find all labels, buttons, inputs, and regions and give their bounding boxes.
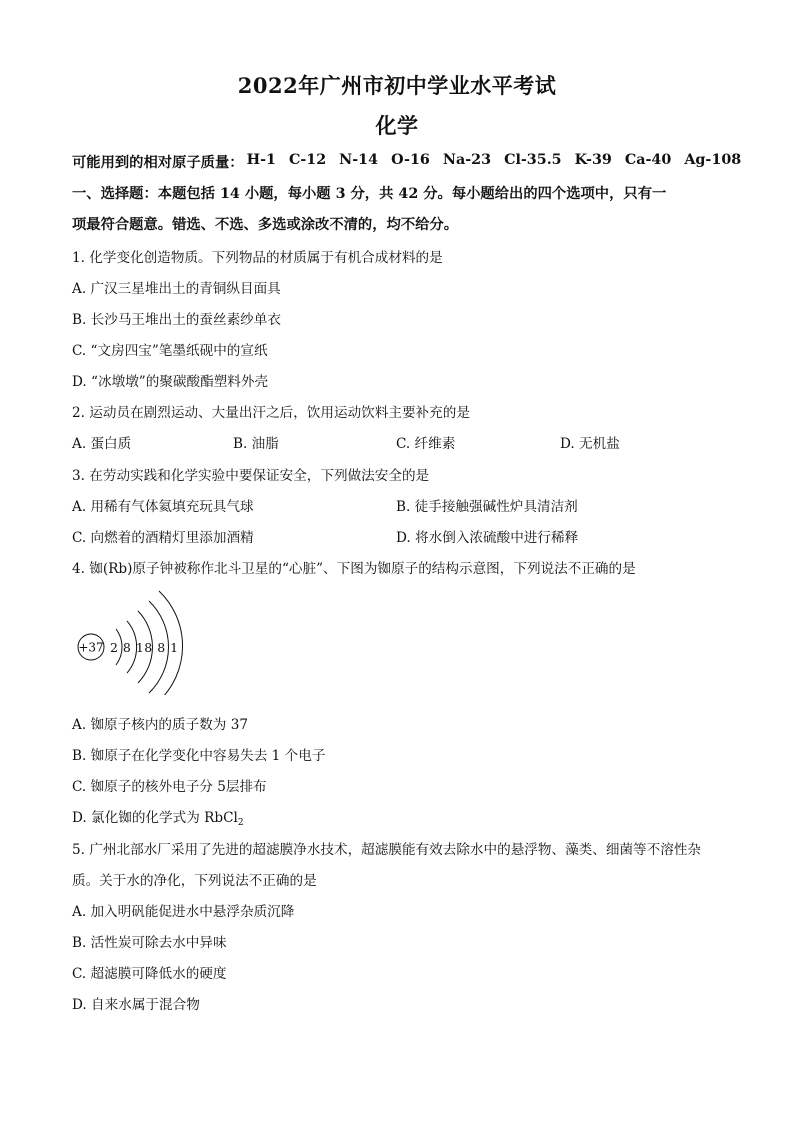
q2-option-c: C. 纤维素	[396, 436, 456, 452]
q4-option-d-subscript: 2	[237, 818, 244, 828]
rubidium-atom-structure-diagram	[72, 585, 192, 695]
q1-stem: 1. 化学变化创造物质。下列物品的材质属于有机合成材料的是	[72, 250, 443, 266]
q4-option-d	[72, 806, 244, 828]
atomic-mass-item: N-14	[339, 152, 379, 168]
atomic-mass-item: H-1	[246, 152, 276, 168]
q5-stem-line1: 5. 广州北部水厂采用了先进的超滤膜净水技术，超滤膜能有效去除水中的悬浮物、藻类、细菌等不溶性杂	[72, 842, 702, 858]
electron-shell-counts: 2 8 18 8 1	[110, 640, 179, 655]
atomic-mass-item: K-39	[574, 152, 612, 168]
atomic-mass-item: Ca-40	[624, 152, 672, 168]
q4-option-b: B. 铷原子在化学变化中容易失去 1 个电子	[72, 748, 326, 764]
q3-option-d: D. 将水倒入浓硫酸中进行稀释	[396, 530, 579, 546]
q3-option-b: B. 徒手接触强碱性炉具清洁剂	[396, 499, 578, 515]
q3-option-c: C. 向燃着的酒精灯里添加酒精	[72, 530, 254, 546]
q4-option-a: A. 铷原子核内的质子数为 37	[72, 717, 249, 733]
q4-option-d-text: D. 氯化铷的化学式为 RbCl	[72, 810, 238, 826]
atomic-masses-row	[72, 152, 741, 172]
q3-option-a: A. 用稀有气体氦填充玩具气球	[72, 499, 254, 515]
section-instructions-line1: 一、选择题：本题包括 14 小题，每小题 3 分，共 42 分。每小题给出的四个选项中，只有一	[72, 186, 667, 202]
exam-title: 2022年广州市初中学业水平考试	[237, 73, 557, 98]
q4-stem: 4. 铷(Rb)原子钟被称作北斗卫星的“心脏”、下图为铷原子的结构示意图，下列说法不正确的是	[72, 561, 636, 577]
section-instructions-line2: 项最符合题意。错选、不选、多选或涂改不清的，均不给分。	[72, 217, 459, 233]
exam-subject: 化学	[375, 113, 419, 138]
q1-option-d: D. “冰墩墩”的聚碳酸酯塑料外壳	[72, 374, 269, 390]
atomic-masses-label: 可能用到的相对原子质量：	[72, 155, 244, 171]
q5-stem-line2: 质。关于水的净化，下列说法不正确的是	[72, 873, 317, 889]
q5-option-c: C. 超滤膜可降低水的硬度	[72, 966, 227, 982]
atomic-mass-item: C-12	[288, 152, 327, 168]
q2-option-d: D. 无机盐	[560, 436, 620, 452]
nucleus-charge: +37	[78, 640, 104, 655]
q2-option-a: A. 蛋白质	[72, 436, 132, 452]
q5-option-d: D. 自来水属于混合物	[72, 997, 200, 1013]
atomic-mass-item: Cl-35.5	[504, 152, 562, 168]
atomic-mass-item: O-16	[391, 152, 430, 168]
q3-stem: 3. 在劳动实践和化学实验中要保证安全，下列做法安全的是	[72, 468, 430, 484]
q2-stem: 2. 运动员在剧烈运动、大量出汗之后，饮用运动饮料主要补充的是	[72, 405, 470, 421]
q5-option-b: B. 活性炭可除去水中异味	[72, 935, 227, 951]
q4-option-c: C. 铷原子的核外电子分 5层排布	[72, 779, 267, 795]
atomic-mass-item: Na-23	[442, 152, 492, 168]
atom-structure-svg	[72, 585, 192, 695]
q1-option-a: A. 广汉三星堆出土的青铜纵目面具	[72, 281, 281, 297]
q5-option-a: A. 加入明矾能促进水中悬浮杂质沉降	[72, 904, 295, 920]
q1-option-b: B. 长沙马王堆出土的蚕丝素纱单衣	[72, 312, 281, 328]
q1-option-c: C. “文房四宝”笔墨纸砚中的宣纸	[72, 343, 268, 359]
atomic-mass-item: Ag-108	[684, 152, 742, 168]
q2-option-b: B. 油脂	[233, 436, 279, 452]
